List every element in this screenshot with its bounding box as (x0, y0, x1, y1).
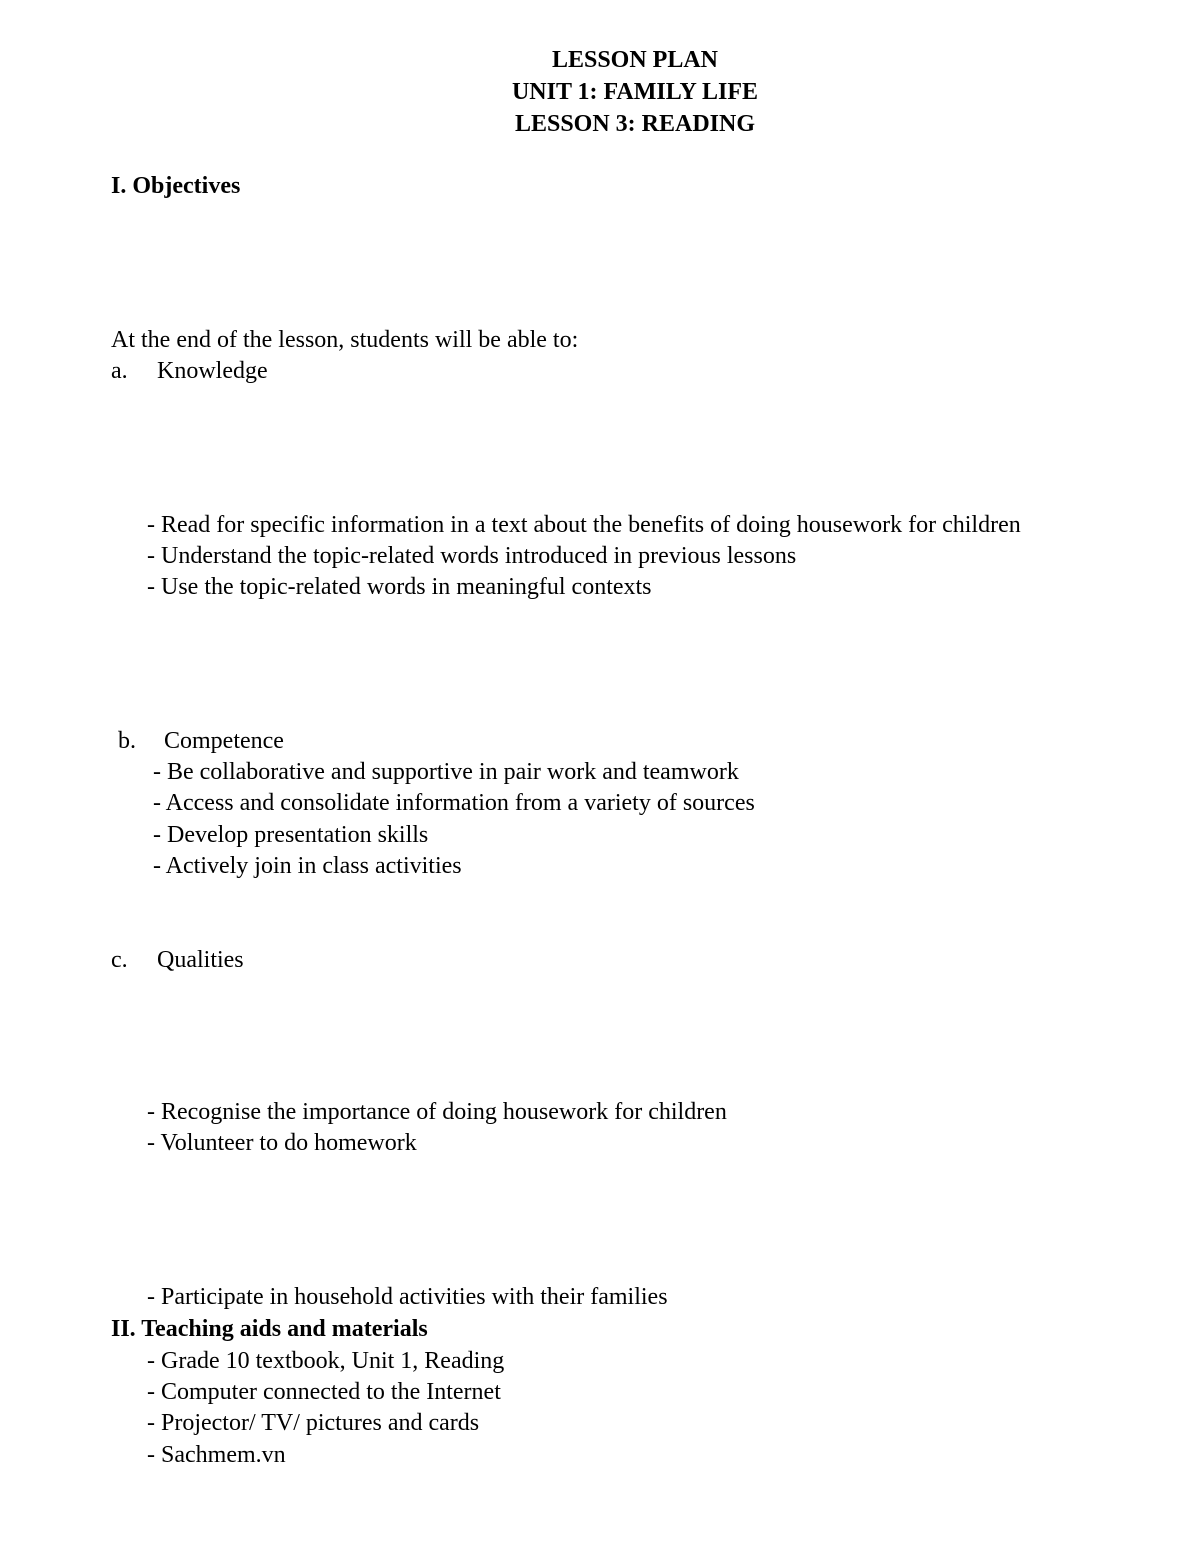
knowledge-label: Knowledge (157, 358, 268, 384)
teaching-aid-item: - Sachmem.vn (147, 1442, 286, 1468)
teaching-aid-item: - Computer connected to the Internet (147, 1379, 501, 1405)
competence-marker: b. (118, 728, 136, 754)
knowledge-item: - Understand the topic-related words introduced in previous lessons (147, 543, 797, 569)
qualities-subheading (111, 946, 244, 974)
teaching-aid-item: - Projector/ TV/ pictures and cards (147, 1410, 480, 1436)
lesson-title: LESSON 3: READING (514, 111, 756, 137)
competence-item: - Be collaborative and supportive in pair work and teamwork (153, 759, 739, 785)
document-title: LESSON PLAN (551, 47, 719, 73)
competence-item: - Access and consolidate information from a variety of sources (153, 790, 755, 816)
qualities-marker: c. (111, 947, 128, 973)
competence-item: - Develop presentation skills (153, 822, 429, 848)
knowledge-marker: a. (111, 358, 128, 384)
competence-item: - Actively join in class activities (153, 853, 462, 879)
objectives-heading: I. Objectives (111, 173, 241, 199)
competence-subheading (118, 727, 284, 755)
qualities-item: - Volunteer to do homework (147, 1130, 417, 1156)
objectives-intro: At the end of the lesson, students will be able to: (111, 327, 579, 353)
qualities-label: Qualities (157, 947, 244, 973)
competence-label: Competence (164, 728, 284, 754)
unit-title: UNIT 1: FAMILY LIFE (511, 79, 759, 105)
knowledge-item: - Use the topic-related words in meaningful contexts (147, 574, 652, 600)
qualities-item: - Participate in household activities with their families (147, 1284, 668, 1310)
qualities-item: - Recognise the importance of doing housework for children (147, 1099, 727, 1125)
teaching-aid-item: - Grade 10 textbook, Unit 1, Reading (147, 1348, 505, 1374)
knowledge-item: - Read for specific information in a text about the benefits of doing housework for children (147, 512, 1021, 538)
teaching-aids-heading: II. Teaching aids and materials (111, 1316, 428, 1342)
knowledge-subheading (111, 357, 268, 385)
